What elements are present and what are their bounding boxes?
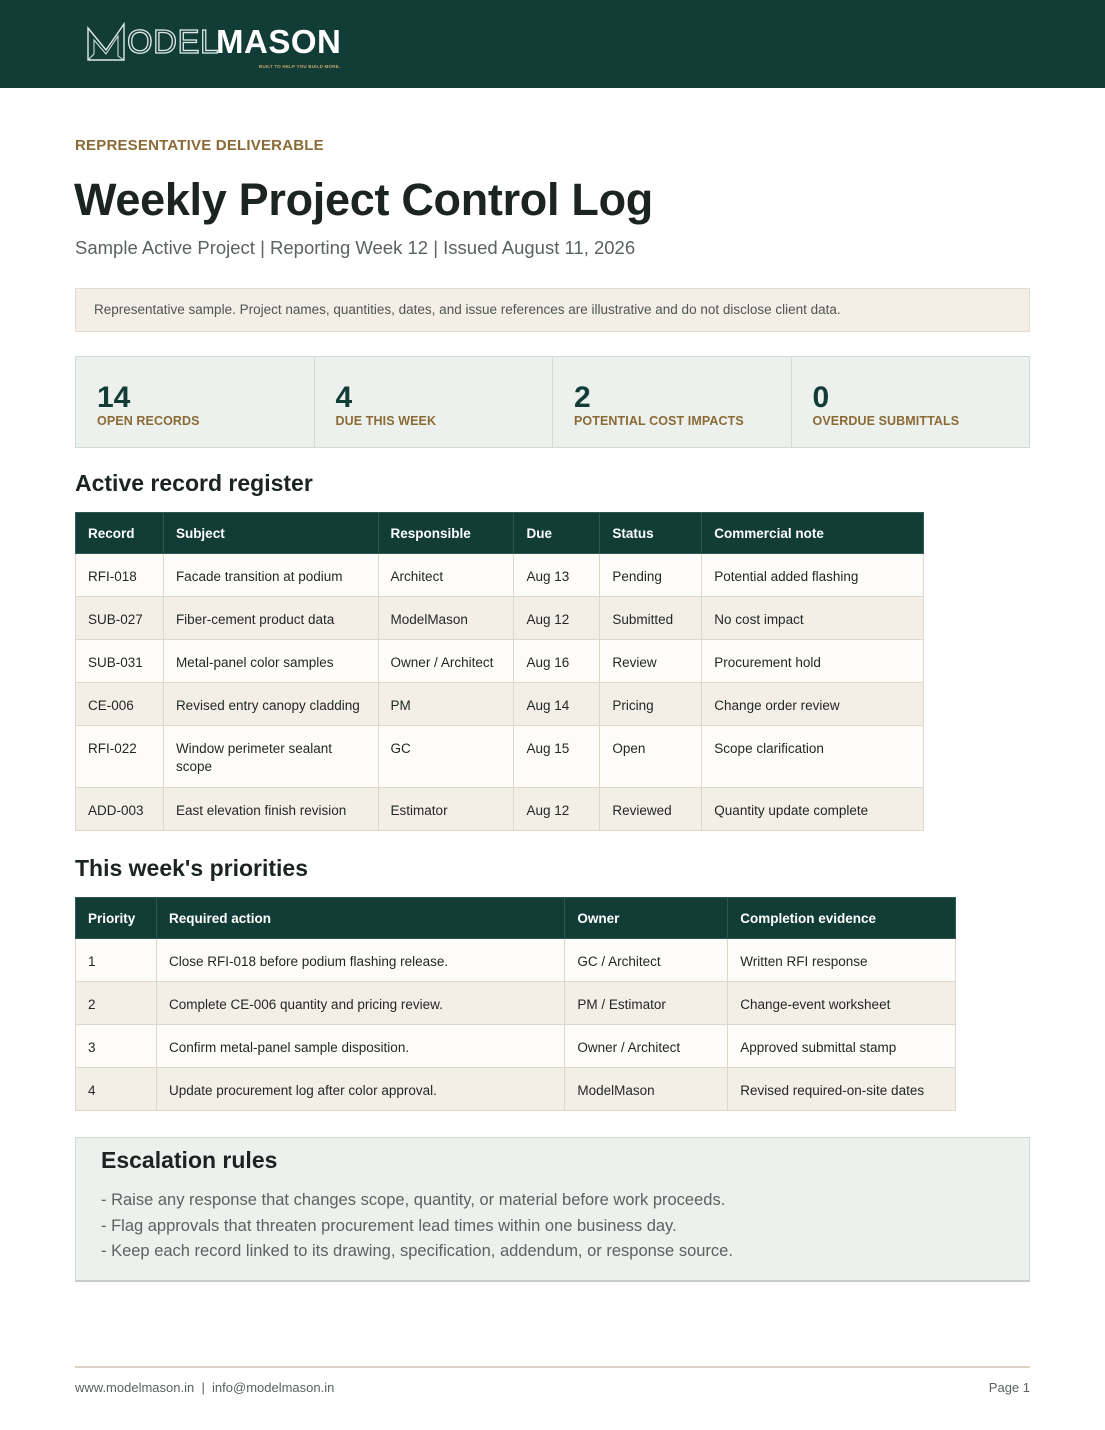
logo-m-monogram-icon — [86, 22, 126, 62]
table-cell: Aug 12 — [514, 597, 600, 640]
kpi-label: DUE THIS WEEK — [335, 414, 437, 428]
table-cell: Aug 13 — [514, 554, 600, 597]
table-cell: Close RFI-018 before podium flashing release. — [156, 939, 564, 982]
table-cell: Owner / Architect — [378, 640, 514, 683]
table-cell: Written RFI response — [728, 939, 956, 982]
kpi-label: OPEN RECORDS — [97, 414, 200, 428]
eyebrow-label: REPRESENTATIVE DELIVERABLE — [75, 137, 324, 154]
table-cell: RFI-018 — [76, 554, 164, 597]
kpi-open-records — [76, 357, 315, 447]
kpi-value: 0 — [812, 381, 830, 414]
table-cell: No cost impact — [702, 597, 924, 640]
table-cell: PM — [378, 683, 514, 726]
table-cell: Aug 14 — [514, 683, 600, 726]
table-cell: Estimator — [378, 788, 514, 831]
table-row — [76, 554, 924, 597]
logo-text-odel: ODEL — [127, 23, 219, 60]
kpi-potential-cost-impacts — [553, 357, 792, 447]
table-cell: Open — [600, 726, 702, 788]
table-row — [76, 726, 924, 788]
list-item: - Raise any response that changes scope, quantity, or material before work proceeds. — [101, 1191, 726, 1209]
table-cell: Update procurement log after color approval. — [156, 1068, 564, 1111]
column-header: Responsible — [378, 513, 514, 554]
kpi-due-this-week — [315, 357, 554, 447]
modelmason-logo — [86, 22, 348, 72]
table-header-row — [76, 513, 924, 554]
table-cell: Revised entry canopy cladding — [163, 683, 378, 726]
logo-text-mason: MASON — [216, 23, 342, 60]
table-cell: Aug 16 — [514, 640, 600, 683]
table-cell: 2 — [76, 982, 157, 1025]
table-cell: East elevation finish revision — [163, 788, 378, 831]
table-cell: SUB-027 — [76, 597, 164, 640]
table-cell: Pricing — [600, 683, 702, 726]
column-header: Status — [600, 513, 702, 554]
table-row — [76, 597, 924, 640]
table-cell: 3 — [76, 1025, 157, 1068]
table-cell: Quantity update complete — [702, 788, 924, 831]
table-cell: CE-006 — [76, 683, 164, 726]
table-cell: Confirm metal-panel sample disposition. — [156, 1025, 564, 1068]
table-cell: ModelMason — [565, 1068, 728, 1111]
column-header: Subject — [163, 513, 378, 554]
table-cell: Submitted — [600, 597, 702, 640]
list-item: - Flag approvals that threaten procurement lead times within one business day. — [101, 1216, 677, 1235]
priorities-table — [75, 897, 956, 1111]
kpi-value: 4 — [335, 381, 353, 414]
table-cell: ModelMason — [378, 597, 514, 640]
table-cell: Pending — [600, 554, 702, 597]
footer-divider — [75, 1366, 1030, 1368]
table-cell: Potential added flashing — [702, 554, 924, 597]
page-number: Page 1 — [988, 1380, 1030, 1395]
column-header: Commercial note — [702, 513, 924, 554]
table-cell: Scope clarification — [702, 726, 924, 788]
table-cell: Facade transition at podium — [163, 554, 378, 597]
column-header: Required action — [156, 898, 564, 939]
table-cell: RFI-022 — [76, 726, 164, 788]
table-cell: Aug 12 — [514, 788, 600, 831]
table-cell: GC — [378, 726, 514, 788]
list-item: - Keep each record linked to its drawing, specification, addendum, or response source. — [101, 1242, 733, 1260]
column-header: Owner — [565, 898, 728, 939]
kpi-value: 2 — [574, 381, 591, 414]
table-cell: Fiber-cement product data — [163, 597, 378, 640]
table-cell: Metal-panel color samples — [163, 640, 378, 683]
table-cell: SUB-031 — [76, 640, 164, 683]
table-row — [76, 640, 924, 683]
kpi-strip — [75, 356, 1030, 448]
logo-tagline: BUILT TO HELP YOU BUILD MORE. — [259, 64, 341, 69]
table-cell: Revised required-on-site dates — [728, 1068, 956, 1111]
column-header: Priority — [76, 898, 157, 939]
column-header: Record — [76, 513, 164, 554]
table-cell: Complete CE-006 quantity and pricing review. — [156, 982, 564, 1025]
register-heading: Active record register — [75, 470, 313, 496]
column-header: Due — [514, 513, 600, 554]
column-header: Completion evidence — [728, 898, 956, 939]
table-row — [76, 939, 956, 982]
table-cell: Change order review — [702, 683, 924, 726]
kpi-value: 14 — [97, 381, 131, 414]
table-cell: Review — [600, 640, 702, 683]
escalation-heading: Escalation rules — [101, 1147, 278, 1173]
priorities-heading: This week's priorities — [75, 855, 308, 881]
footer-contact: www.modelmason.in | info@modelmason.in — [75, 1380, 335, 1395]
table-row — [76, 788, 924, 831]
table-cell: GC / Architect — [565, 939, 728, 982]
kpi-label: POTENTIAL COST IMPACTS — [574, 414, 744, 428]
record-register-table — [75, 512, 924, 831]
table-row — [76, 1025, 956, 1068]
table-cell: Approved submittal stamp — [728, 1025, 956, 1068]
page-subtitle: Sample Active Project | Reporting Week 12 | Issued August 11, 2026 — [75, 237, 636, 258]
table-row — [76, 683, 924, 726]
table-header-row — [76, 898, 956, 939]
table-row — [76, 1068, 956, 1111]
table-row — [76, 982, 956, 1025]
table-cell: Owner / Architect — [565, 1025, 728, 1068]
kpi-label: OVERDUE SUBMITTALS — [812, 414, 960, 428]
page-title: Weekly Project Control Log — [74, 174, 653, 225]
table-cell: Window perimeter sealant scope — [163, 726, 378, 788]
kpi-overdue-submittals — [792, 357, 1030, 447]
table-cell: PM / Estimator — [565, 982, 728, 1025]
page-header — [0, 0, 1105, 88]
table-cell: 1 — [76, 939, 157, 982]
table-cell: Procurement hold — [702, 640, 924, 683]
table-cell: Aug 15 — [514, 726, 600, 788]
table-cell: Architect — [378, 554, 514, 597]
table-cell: Reviewed — [600, 788, 702, 831]
table-cell: ADD-003 — [76, 788, 164, 831]
escalation-rules-box — [75, 1137, 1030, 1282]
escalation-list — [101, 1188, 1029, 1265]
sample-notice: Representative sample. Project names, quantities, dates, and issue references are illustrative and do not disclose client data. — [75, 288, 1030, 332]
table-cell: 4 — [76, 1068, 157, 1111]
table-cell: Change-event worksheet — [728, 982, 956, 1025]
